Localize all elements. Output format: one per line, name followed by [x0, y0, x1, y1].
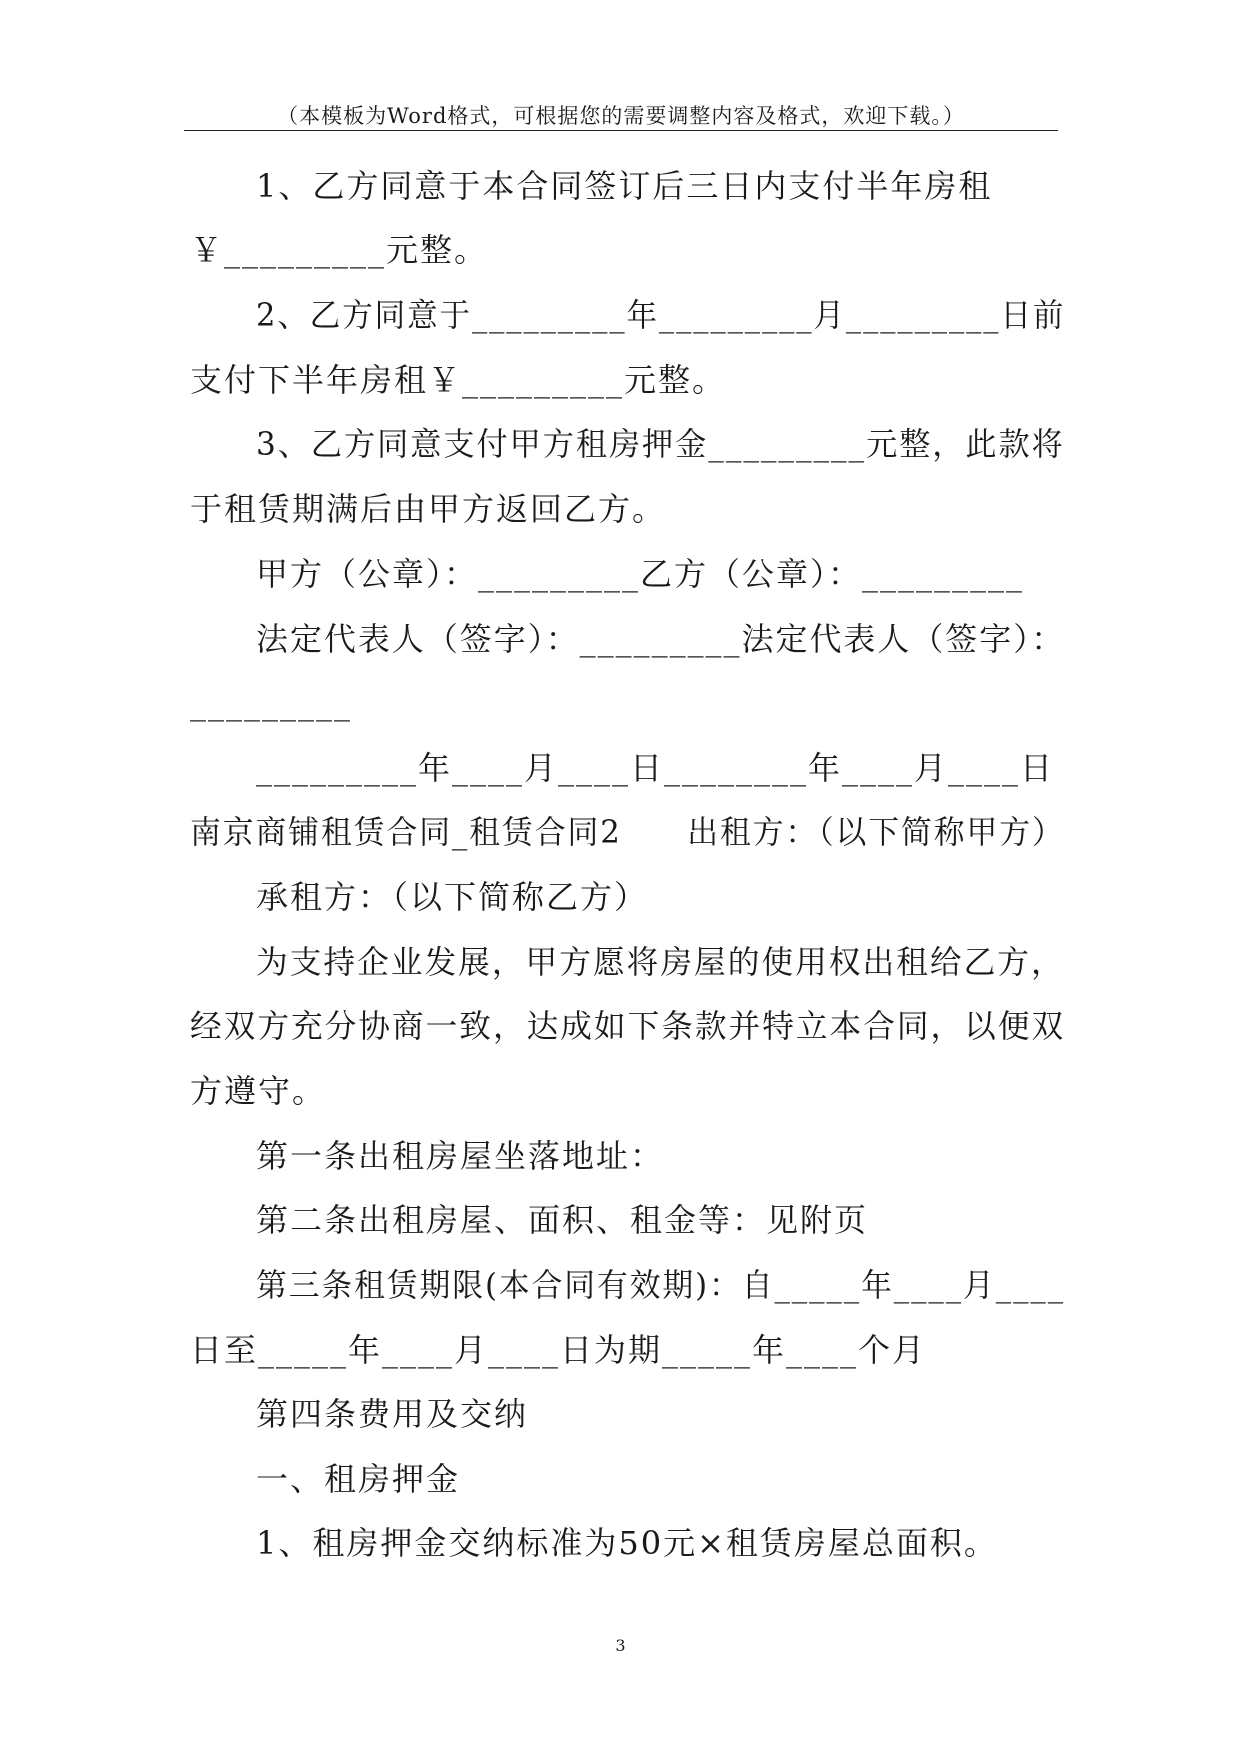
clause-line: 第三条租赁期限(本合同有效期)：自_____年____月____ [256, 1266, 1066, 1304]
text-line: 1、乙方同意于本合同签订后三日内支付半年房租 [256, 167, 993, 205]
text-line: 经双方充分协商一致，达成如下条款并特立本合同，以便双 [190, 1007, 1066, 1045]
text-line: 3、乙方同意支付甲方租房押金_________元整，此款将 [256, 425, 1065, 463]
clause-line: 第二条出租房屋、面积、租金等：见附页 [256, 1201, 869, 1239]
header-divider [184, 130, 1058, 131]
text-line: 2、乙方同意于_________年_________月_________日前 [256, 296, 1066, 334]
clause-line: 1、租房押金交纳标准为50元×租赁房屋总面积。 [256, 1524, 998, 1562]
clause-line: 一、租房押金 [256, 1460, 461, 1498]
signature-line: 甲方（公章）：_________乙方（公章）：_________ [256, 555, 1025, 593]
template-note-header: （本模板为Word格式，可根据您的需要调整内容及格式，欢迎下载。） [277, 104, 965, 128]
text-line: 于租赁期满后由甲方返回乙方。 [190, 490, 667, 528]
clause-line: 第一条出租房屋坐落地址： [256, 1137, 665, 1175]
page-number: 3 [615, 1636, 626, 1655]
text-line: 支付下半年房租￥_________元整。 [190, 361, 727, 399]
contract-title-line: 南京商铺租赁合同_租赁合同2 出租方：（以下简称甲方） [190, 813, 1065, 851]
text-line: ￥_________元整。 [190, 231, 489, 269]
clause-line: 日至_____年____月____日为期_____年____个月 [190, 1331, 927, 1369]
clause-line: 第四条费用及交纳 [256, 1395, 529, 1433]
text-line: 承租方：（以下简称乙方） [256, 878, 649, 916]
date-line: _________年____月____日________年____月____日 [256, 749, 1055, 787]
text-line: 为支持企业发展，甲方愿将房屋的使用权出租给乙方， [256, 943, 1065, 981]
signature-line: 法定代表人（签字）：_________法定代表人（签字）： [256, 620, 1066, 658]
text-line: 方遵守。 [190, 1072, 327, 1110]
signature-line: _________ [190, 684, 352, 722]
